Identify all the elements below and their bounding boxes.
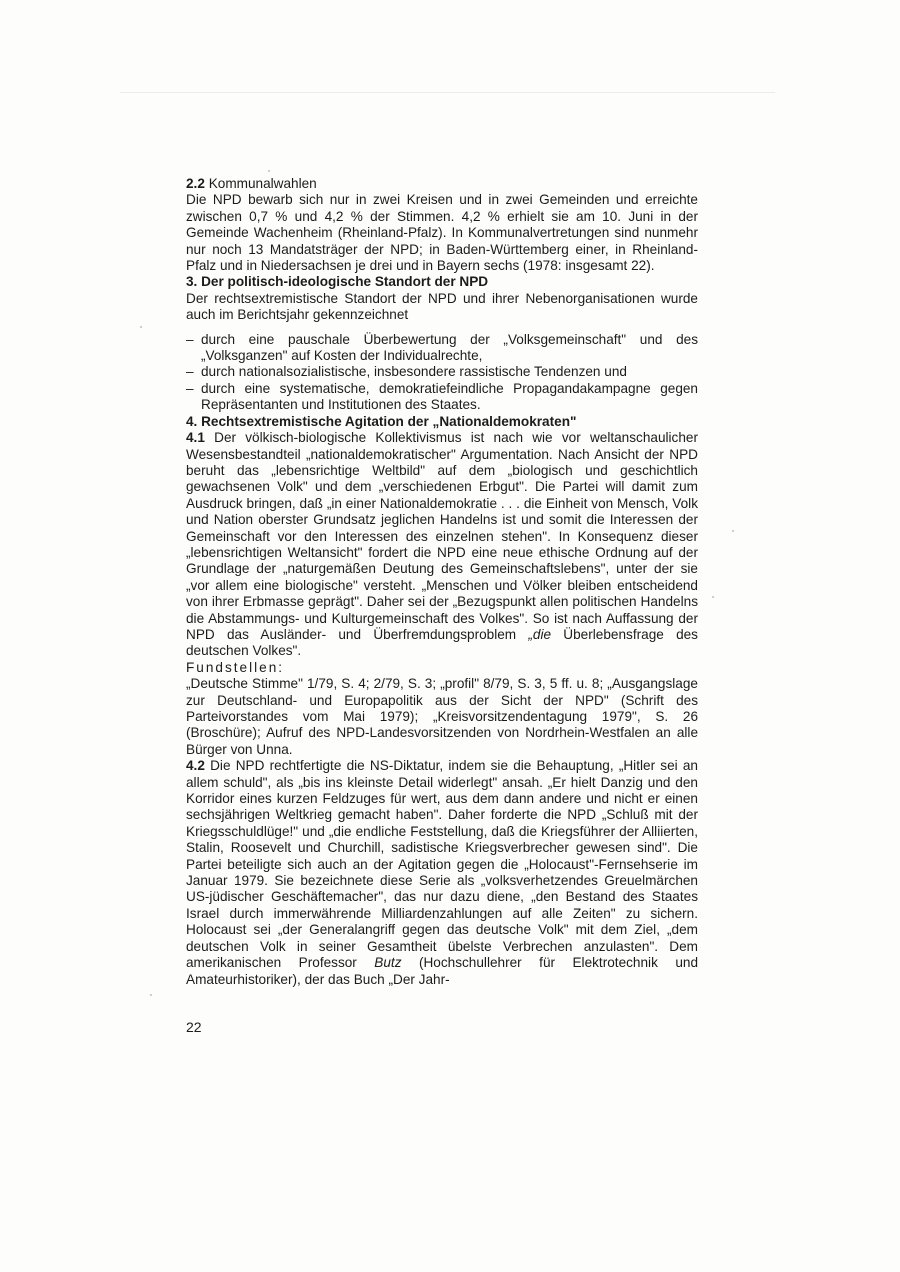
paragraph-text-end: (Hochschullehrer für Elektrotechnik und Amateurhistoriker), der das Buch „Der Jahr- [186, 955, 698, 987]
dash-bullet: – [186, 364, 194, 380]
section-title: Kommunalwahlen [208, 176, 317, 191]
fundstellen-label: Fundstellen: [186, 659, 285, 675]
paragraph-standort-intro: Der rechtsextremistische Standort der NPD und ihrer Nebenorganisationen wurde auch im Berichtsjahr gekennzeichnet [186, 290, 698, 323]
document-body [186, 176, 698, 988]
scan-speck [150, 994, 152, 996]
list-item [186, 332, 698, 365]
subsection-number: 4.1 [186, 430, 205, 446]
italic-name: Butz [374, 955, 402, 971]
list-item-text: durch eine pauschale Überbewertung der „Volksgemeinschaft" und des „Volksganzen" auf Kosten der Individualrechte, [201, 331, 698, 364]
paragraph-text: Der völkisch-biologische Kollektivismus ist nach wie vor weltanschaulicher Wesensbestandteil „nationaldemokratischer" Argumentation. Nach Ansicht der NPD beruht das „lebensrichtige Weltbild" auf dem „biologisch und geschichtlich gewachsenen Volk" und dem „verschiedenen Erbgut". Die Partei will damit zum Ausdruck bringen, daß „in einer Nationaldemokratie . . . die Einheit von Mensch, Volk und Nation oberster Grundsatz jeglichen Handelns ist und somit die Interessen der Gemeinschaft vor den Interessen des einzelnen stehen". In Konsequenz dieser „lebensrichtigen Weltansicht" fordert die NPD eine neue ethische Ordnung auf der Grundlage der „naturgemäßen Deutung des Gemeinschaftslebens", unter der sie „vor allem eine biologische" versteht. „Menschen und Völker bleiben entscheidend von ihrer Erbmasse geprägt". Daher sei der „Bezugspunkt allen politischen Handelns die Abstammungs- und Kulturgemeinschaft des Volkes". So ist nach Auffassung der NPD das Ausländer- und Überfremdungsproblem [186, 430, 698, 642]
page-number: 22 [186, 1019, 202, 1035]
paragraph-4-1 [186, 430, 698, 660]
scan-speck [732, 530, 734, 532]
dash-bullet: – [186, 380, 194, 396]
fundstellen-text: „Deutsche Stimme" 1/79, S. 4; 2/79, S. 3; „profil" 8/79, S. 3, 5 ff. u. 8; „Ausgangslage zur Deutschland- und Europapolitik aus der Sicht der NPD" (Schrift des Parteivorstandes vom Mai 1979); „Kreisvorsitzendentagung 1979", S. 26 (Broschüre); Aufruf des NPD-Landesvorsitzenden von Nordrhein-Westfalen an alle Bürger von Unna. [186, 676, 698, 757]
section-number: 2.2 [186, 176, 205, 191]
scan-speck [268, 170, 270, 172]
list-item-text: durch eine systematische, demokratiefeindliche Propagandakampagne gegen Repräsentanten und Institutionen des Staates. [201, 380, 698, 413]
section-heading-3: 3. Der politisch-ideologische Standort der NPD [186, 274, 489, 290]
paragraph-4-2 [186, 758, 698, 988]
section-heading-4: 4. Rechtsextremistische Agitation der „Nationaldemokraten" [186, 413, 577, 429]
dash-list [186, 332, 698, 414]
subsection-number: 4.2 [186, 758, 205, 774]
paragraph-text-end: Überlebensfrage des deutschen Volkes". [186, 626, 698, 659]
paragraph-kommunalwahlen: Die NPD bewarb sich nur in zwei Kreisen und in zwei Gemeinden und erreichte zwischen 0,7 % und 4,2 % der Stimmen. 4,2 % erhielt sie am 10. Juni in der Gemeinde Wachenheim (Rheinland-Pfalz). In Kommunalvertretungen sind nunmehr nur noch 13 Mandatsträger der NPD; in Baden-Württemberg einer, in Rheinland-Pfalz und in Niedersachsen je drei und in Bayern sechs (1978: insgesamt 22). [186, 192, 698, 274]
dash-bullet: – [186, 331, 194, 347]
paragraph-text: Die NPD rechtfertigte die NS-Diktatur, indem sie die Behauptung, „Hitler sei an allem schuld", als „bis ins kleinste Detail widerlegt" ansah. „Er hielt Danzig und den Korridor eines kurzen Feldzuges für wert, aus dem dann andere und nicht er einen sechsjährigen Weltkrieg gemacht haben". Daher forderte die NPD „Schluß mit der Kriegsschuldlüge!" und „die endliche Feststellung, daß die Kriegsführer der Alliierten, Stalin, Roosevelt und Churchill, sadistische Kriegsverbrecher gewesen sind". Die Partei beteiligte sich auch an der Agitation gegen die „Holocaust"-Fernsehserie im Januar 1979. Sie bezeichnete diese Serie als „volksverhetzendes Greuelmärchen US-jüdischer Geschäftemacher", das nur dazu diene, „den Bestand des Staates Israel durch immerwährende Milliardenzahlungen auf alle Zeiten" zu sichern. Holocaust sei „der Generalangriff gegen das deutsche Volk" mit dem Ziel, „dem deutschen Volk in seiner Gesamtheit übelste Verbrechen anzulasten". Dem amerikanischen Professor [186, 758, 698, 971]
scan-speck [140, 326, 142, 328]
list-item-text: durch nationalsozialistische, insbesondere rassistische Tendenzen und [201, 364, 627, 380]
scan-speck [712, 596, 714, 598]
list-item [186, 364, 698, 380]
scan-artifact-line [120, 92, 775, 93]
list-item [186, 381, 698, 414]
italic-emphasis: „die [528, 626, 552, 642]
section-heading-2-2 [186, 176, 698, 192]
